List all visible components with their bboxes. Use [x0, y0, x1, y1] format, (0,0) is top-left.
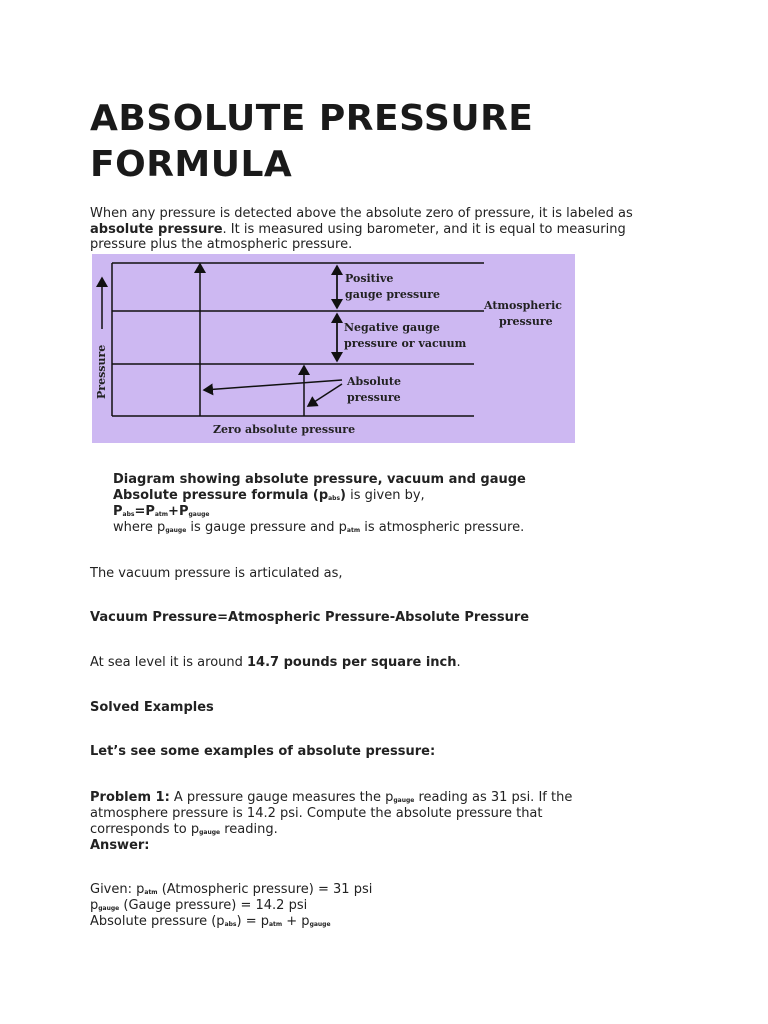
vacuum-intro: The vacuum pressure is articulated as,: [90, 566, 343, 581]
given-line-2: $p_{gauge}$ (Gauge pressure) = 14.2 psi: [90, 898, 308, 913]
intro-text: When any pressure is detected above the absolute zero of pressure, it is labeled as: [90, 206, 633, 221]
sea-level-text: At sea level it is around 14.7 pounds per square inch.: [90, 655, 461, 670]
problem-1-line-2: atmosphere pressure is 14.2 psi. Compute the absolute pressure that: [90, 806, 543, 821]
label-atmospheric-1: Atmospheric: [484, 299, 562, 312]
absolute-pressure-diagram: [92, 254, 575, 443]
title-line-1: ABSOLUTE PRESSURE: [90, 98, 534, 139]
page-title: [90, 96, 533, 188]
given-line-1: Given: $p_{atm}$ (Atmospheric pressure) = 31 psi: [90, 882, 373, 897]
label-absolute-1: Absolute: [347, 375, 402, 388]
caption-line-1: Diagram showing absolute pressure, vacuum and gauge: [113, 472, 526, 487]
solved-examples-heading: Solved Examples: [90, 700, 214, 715]
label-absolute-2: pressure: [347, 391, 401, 404]
problem-1-line-1: Problem 1: A pressure gauge measures the $p_{gauge}$ reading as 31 psi. If the: [90, 790, 573, 805]
caption-line-2: Absolute pressure formula $(p_{abs})$ is given by,: [113, 488, 425, 503]
examples-intro: Let’s see some examples of absolute pressure:: [90, 744, 436, 759]
intro-bold-term: absolute pressure: [90, 221, 223, 237]
formula-absolute: $P_{abs}=P_{atm}+P_{gauge}$: [113, 504, 210, 519]
answer-label: Answer:: [90, 838, 150, 853]
diagram-background: [92, 254, 575, 443]
label-atmospheric-2: pressure: [499, 315, 553, 328]
label-positive-2: gauge pressure: [345, 288, 440, 301]
formula-where: where $p_{gauge}$ is gauge pressure and $p_{atm}$ is atmospheric pressure.: [113, 520, 525, 535]
label-negative-1: Negative gauge: [344, 321, 440, 334]
given-line-3: Absolute pressure $(p_{abs}) = p_{atm} + p_{gauge}$: [90, 914, 331, 929]
label-zero: Zero absolute pressure: [213, 423, 356, 436]
intro-text-end: . It is measured using barometer, and it is equal to measuring pressure plus the atmospheric pressure.: [90, 221, 626, 252]
vacuum-formula: Vacuum Pressure=Atmospheric Pressure-Absolute Pressure: [90, 610, 530, 625]
problem-1-line-3: corresponds to $p_{gauge}$ reading.: [90, 822, 278, 837]
intro-paragraph: [90, 206, 680, 253]
label-y-axis: Pressure: [95, 344, 108, 399]
label-positive-1: Positive: [345, 272, 394, 285]
title-line-2: FORMULA: [90, 144, 293, 185]
label-negative-2: pressure or vacuum: [344, 337, 467, 350]
